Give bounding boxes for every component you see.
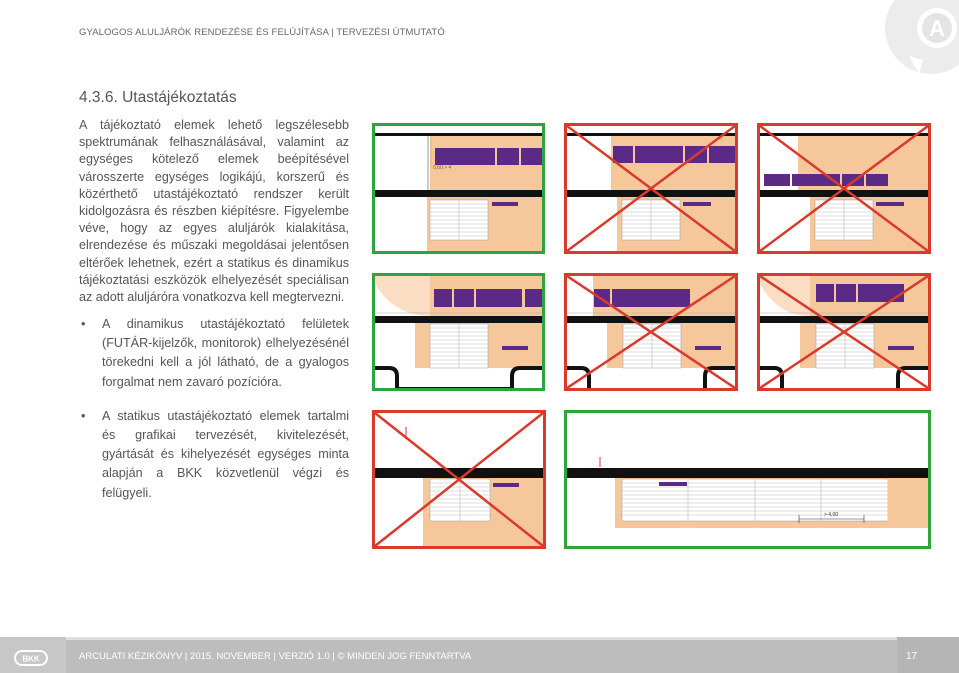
running-header: GYALOGOS ALULJÁRÓK RENDEZÉSE ÉS FELÚJÍTÁSA | TERVEZÉSI ÚTMUTATÓ: [79, 27, 445, 38]
section-title: 4.3.6. Utastájékoztatás: [79, 89, 237, 106]
page-number: 17: [906, 651, 918, 662]
dimension-label: > 4,00: [823, 512, 839, 518]
bkk-logo: BKK: [22, 654, 40, 664]
bullet-text: A statikus utastájékoztató elemek tartalmi és grafikai tervezését, kivitelezését, gyártását és kihelyezését egységes minta alapján a BKK közvetlenül végzi és felügyeli.: [102, 408, 349, 500]
bullet-icon: •: [81, 408, 86, 423]
dimension-label: 0,60 > 4: [433, 165, 452, 171]
bullet-item: [79, 315, 349, 392]
panel-correct-1: [372, 123, 545, 254]
panel-incorrect-2: [757, 123, 931, 254]
bullet-icon: •: [81, 317, 86, 331]
panel-incorrect-1: [564, 123, 738, 254]
svg-text:A: A: [929, 16, 945, 41]
panel-correct-2: [372, 273, 545, 391]
bkk-a-logo-watermark: [879, 0, 959, 80]
bullet-list: [79, 315, 349, 518]
bullet-text: A dinamikus utastájékoztató felületek (FUTÁR-kijelzők, monitorok) elhelyezésénél törekedni kell a jól látható, de a gyalogos forgalmat nem zavaró pozícióra.: [102, 317, 349, 389]
footer-text: ARCULATI KÉZIKÖNYV | 2015. NOVEMBER | VERZIÓ 1.0 | © MINDEN JOG FENNTARTVA: [79, 651, 472, 662]
panel-incorrect-4: [757, 273, 931, 391]
panel-incorrect-3: [564, 273, 738, 391]
bullet-item: [79, 407, 349, 503]
panel-correct-3: [564, 410, 931, 549]
panel-incorrect-5: [372, 410, 546, 549]
intro-paragraph: A tájékoztató elemek lehető legszélesebb spektrumának felhasználásával, valamint az egységes kötelező elemek beépítésével városszerte egységes logikájú, korszerű és közérthető utastájékoztató rendszer került kidolgozásra és részben kiépítésre. Figyelembe véve, hogy az egyes aluljárók kialakítása, elrendezése és műszaki megoldásai jelentősen eltérőek lehetnek, ezért a statikus és dinamikus tájékoztatási eszközök elhelyezését speciálisan az adott aluljáróra vonatkozva kell megtervezni.: [79, 118, 349, 305]
